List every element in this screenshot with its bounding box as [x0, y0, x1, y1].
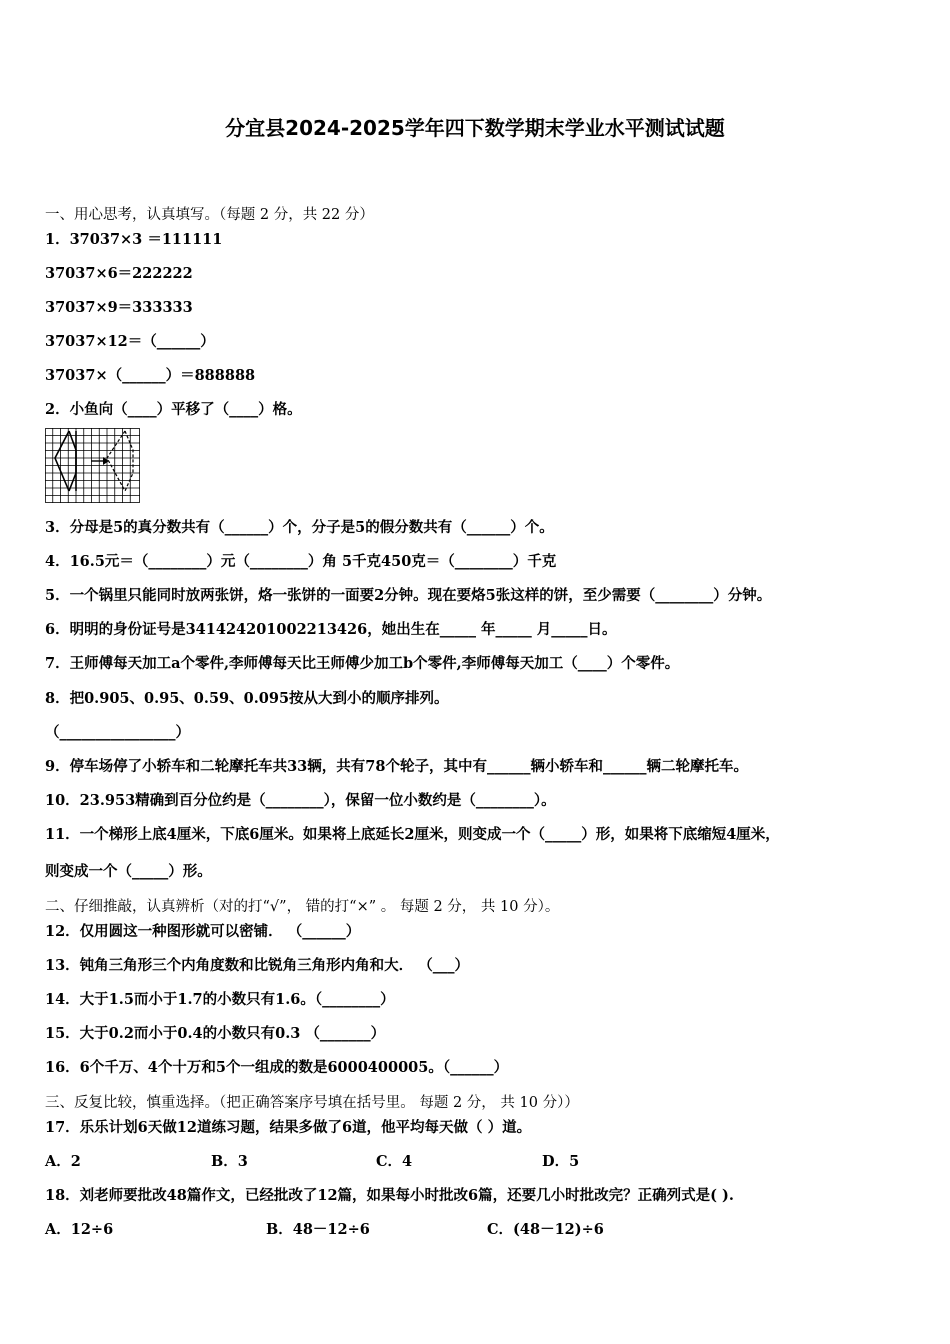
fish-dashed-outline [107, 431, 133, 491]
q17-option-b: B．3 [211, 1153, 248, 1170]
q13-question: 13．钝角三角形三个内角度数和比锐角三角形内角和大． （___） [45, 957, 469, 974]
q17-option-c: C．4 [376, 1153, 413, 1170]
q10-question: 10．23.953精确到百分位约是（________），保留一位小数约是（________）。 [45, 792, 556, 809]
q14-question: 14．大于1.5而小于1.7的小数只有1.6。（________） [45, 991, 395, 1008]
q11-question-line-1: 11．一个梯形上底4厘米，下底6厘米。如果将上底延长2厘米，则变成一个（_____）形，如果将下底缩短4厘米， [45, 826, 780, 843]
q18-option-c: C．(48－12)÷6 [487, 1221, 604, 1238]
q6-question: 6．明明的身份证号是341424201002213426，她出生在_____ 年_____ 月_____日。 [45, 621, 617, 638]
q18-option-b: B．48－12÷6 [266, 1221, 370, 1238]
q7-question: 7．王师傅每天加工a个零件,李师傅每天比王师傅少加工b个零件,李师傅每天加工（____）个零件。 [45, 655, 680, 672]
q11-question-line-2: 则变成一个（_____）形。 [45, 863, 212, 880]
q18-option-a: A．12÷6 [45, 1221, 114, 1238]
q8-answer-blank: （________________） [45, 724, 190, 741]
q2-question: 2．小鱼向（____）平移了（____）格。 [45, 401, 302, 418]
fish-translation-grid [45, 428, 140, 503]
q4-question: 4．16.5元＝（________）元（________）角 5千克450克＝（________）千克 [45, 553, 557, 570]
q12-question: 12．仅用圆这一种图形就可以密铺． （______） [45, 923, 361, 940]
q1-line-1: 1．37037×3 ＝111111 [45, 231, 223, 248]
q1-line-3: 37037×9＝333333 [45, 299, 193, 316]
section-1-heading: 一、用心思考，认真填写。（每题 2 分，共 22 分） [45, 207, 374, 223]
q16-question: 16．6个千万、4个十万和5个一组成的数是6000400005。（______） [45, 1059, 509, 1076]
q9-question: 9．停车场停了小轿车和二轮摩托车共33辆，共有78个轮子，其中有______辆小轿车和______辆二轮摩托车。 [45, 758, 748, 775]
q17-option-a: A．2 [45, 1153, 81, 1170]
section-2-heading: 二、仔细推敲，认真辨析（对的打“√”， 错的打“×” 。 每题 2 分， 共 10 分）。 [45, 899, 560, 915]
q5-question: 5．一个锅里只能同时放两张饼，烙一张饼的一面要2分钟。现在要烙5张这样的饼，至少需要（________）分钟。 [45, 587, 772, 604]
q17-option-d: D．5 [542, 1153, 580, 1170]
page-title: 分宜县2024-2025学年四下数学期末学业水平测试试题 [225, 116, 725, 140]
q1-line-5: 37037×（______）＝888888 [45, 367, 256, 384]
q1-line-2: 37037×6＝222222 [45, 265, 193, 282]
q8-question: 8．把0.905、0.95、0.59、0.095按从大到小的顺序排列。 [45, 690, 449, 707]
q15-question: 15．大于0.2而小于0.4的小数只有0.3 （_______） [45, 1025, 386, 1042]
q18-question: 18．刘老师要批改48篇作文，已经批改了12篇，如果每小时批改6篇，还要几小时批改完？正确列式是( ). [45, 1187, 734, 1204]
q1-line-4: 37037×12＝（______） [45, 333, 215, 350]
q3-question: 3．分母是5的真分数共有（______）个，分子是5的假分数共有（______）个。 [45, 519, 554, 536]
section-3-heading: 三、反复比较，慎重选择。（把正确答案序号填在括号里。 每题 2 分， 共 10 分）） [45, 1095, 579, 1111]
fish-solid-outline [55, 431, 76, 491]
q17-question: 17．乐乐计划6天做12道练习题，结果多做了6道，他平均每天做（ ）道。 [45, 1119, 532, 1136]
